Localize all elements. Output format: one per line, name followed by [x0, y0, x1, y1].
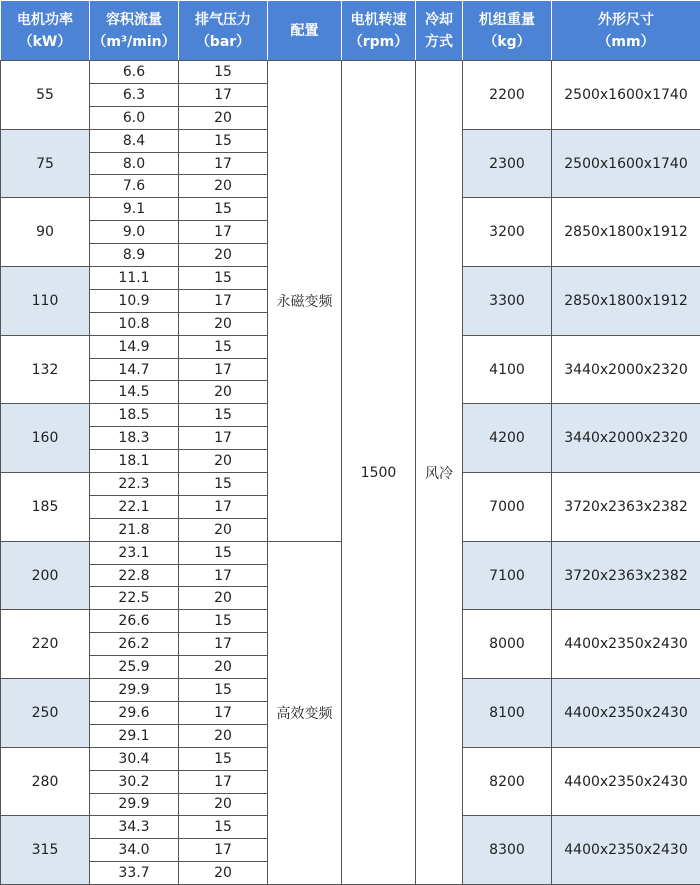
header-row [1, 1, 700, 61]
weight-cell: 7100 [463, 541, 552, 610]
dims-cell: 4400x2350x2430 [552, 747, 700, 816]
flow-cell: 11.1 [90, 267, 179, 290]
flow-cell: 34.0 [90, 839, 179, 862]
weight-cell: 2200 [463, 61, 552, 130]
power-cell: 185 [1, 473, 90, 542]
weight-cell: 3200 [463, 198, 552, 267]
pressure-cell: 20 [179, 106, 268, 129]
pressure-cell: 15 [179, 816, 268, 839]
weight-cell: 2300 [463, 129, 552, 198]
pressure-cell: 17 [179, 358, 268, 381]
flow-cell: 21.8 [90, 518, 179, 541]
flow-cell: 30.4 [90, 747, 179, 770]
power-cell: 280 [1, 747, 90, 816]
flow-cell: 10.8 [90, 312, 179, 335]
weight-cell: 8200 [463, 747, 552, 816]
flow-cell: 29.9 [90, 793, 179, 816]
dims-cell: 4400x2350x2430 [552, 679, 700, 748]
pressure-cell: 15 [179, 404, 268, 427]
motor-speed-cell: 1500 [342, 61, 416, 885]
pressure-cell: 20 [179, 518, 268, 541]
pressure-cell: 15 [179, 473, 268, 496]
pressure-cell: 17 [179, 495, 268, 518]
power-cell: 75 [1, 129, 90, 198]
header-weight: 机组重量 （kg） [463, 1, 552, 61]
pressure-cell: 20 [179, 724, 268, 747]
flow-cell: 30.2 [90, 770, 179, 793]
pressure-cell: 17 [179, 770, 268, 793]
pressure-cell: 17 [179, 701, 268, 724]
pressure-cell: 20 [179, 862, 268, 885]
flow-cell: 22.8 [90, 564, 179, 587]
power-cell: 160 [1, 404, 90, 473]
pressure-cell: 17 [179, 83, 268, 106]
weight-cell: 4200 [463, 404, 552, 473]
config-cell: 永磁变频 [268, 61, 342, 542]
pressure-cell: 20 [179, 793, 268, 816]
pressure-cell: 20 [179, 450, 268, 473]
flow-cell: 29.1 [90, 724, 179, 747]
pressure-cell: 15 [179, 198, 268, 221]
pressure-cell: 17 [179, 427, 268, 450]
flow-cell: 34.3 [90, 816, 179, 839]
table-body [1, 61, 700, 885]
power-cell: 200 [1, 541, 90, 610]
flow-cell: 33.7 [90, 862, 179, 885]
flow-cell: 22.5 [90, 587, 179, 610]
header-config: 配置 [268, 1, 342, 61]
power-cell: 90 [1, 198, 90, 267]
dims-cell: 3440x2000x2320 [552, 404, 700, 473]
header-dims: 外形尺寸 （mm） [552, 1, 700, 61]
weight-cell: 8000 [463, 610, 552, 679]
weight-cell: 3300 [463, 267, 552, 336]
flow-cell: 18.3 [90, 427, 179, 450]
weight-cell: 7000 [463, 473, 552, 542]
dims-cell: 4400x2350x2430 [552, 610, 700, 679]
pressure-cell: 17 [179, 289, 268, 312]
pressure-cell: 20 [179, 381, 268, 404]
power-cell: 315 [1, 816, 90, 885]
flow-cell: 8.0 [90, 152, 179, 175]
flow-cell: 22.3 [90, 473, 179, 496]
flow-cell: 6.0 [90, 106, 179, 129]
flow-cell: 7.6 [90, 175, 179, 198]
dims-cell: 2850x1800x1912 [552, 267, 700, 336]
pressure-cell: 15 [179, 679, 268, 702]
table-row [1, 61, 700, 84]
header-pressure: 排气压力 （bar） [179, 1, 268, 61]
header-power: 电机功率 （kW） [1, 1, 90, 61]
weight-cell: 8100 [463, 679, 552, 748]
dims-cell: 3440x2000x2320 [552, 335, 700, 404]
flow-cell: 23.1 [90, 541, 179, 564]
header-flow: 容积流量 （m³/min） [90, 1, 179, 61]
pressure-cell: 17 [179, 152, 268, 175]
flow-cell: 8.9 [90, 244, 179, 267]
flow-cell: 26.6 [90, 610, 179, 633]
pressure-cell: 15 [179, 747, 268, 770]
power-cell: 220 [1, 610, 90, 679]
pressure-cell: 17 [179, 839, 268, 862]
pressure-cell: 20 [179, 656, 268, 679]
flow-cell: 14.7 [90, 358, 179, 381]
flow-cell: 8.4 [90, 129, 179, 152]
flow-cell: 6.3 [90, 83, 179, 106]
flow-cell: 29.6 [90, 701, 179, 724]
flow-cell: 9.0 [90, 221, 179, 244]
flow-cell: 18.5 [90, 404, 179, 427]
pressure-cell: 15 [179, 267, 268, 290]
pressure-cell: 17 [179, 564, 268, 587]
header-cooling: 冷却 方式 [416, 1, 463, 61]
pressure-cell: 17 [179, 633, 268, 656]
pressure-cell: 15 [179, 610, 268, 633]
weight-cell: 4100 [463, 335, 552, 404]
dims-cell: 2500x1600x1740 [552, 61, 700, 130]
pressure-cell: 15 [179, 541, 268, 564]
power-cell: 132 [1, 335, 90, 404]
pressure-cell: 20 [179, 312, 268, 335]
pressure-cell: 15 [179, 335, 268, 358]
power-cell: 55 [1, 61, 90, 130]
pressure-cell: 20 [179, 244, 268, 267]
flow-cell: 25.9 [90, 656, 179, 679]
pressure-cell: 17 [179, 221, 268, 244]
flow-cell: 29.9 [90, 679, 179, 702]
dims-cell: 3720x2363x2382 [552, 541, 700, 610]
pressure-cell: 15 [179, 129, 268, 152]
dims-cell: 3720x2363x2382 [552, 473, 700, 542]
flow-cell: 22.1 [90, 495, 179, 518]
dims-cell: 4400x2350x2430 [552, 816, 700, 885]
pressure-cell: 20 [179, 175, 268, 198]
flow-cell: 26.2 [90, 633, 179, 656]
flow-cell: 14.5 [90, 381, 179, 404]
pressure-cell: 20 [179, 587, 268, 610]
cooling-cell: 风冷 [416, 61, 463, 885]
flow-cell: 14.9 [90, 335, 179, 358]
pressure-cell: 15 [179, 61, 268, 84]
flow-cell: 18.1 [90, 450, 179, 473]
flow-cell: 6.6 [90, 61, 179, 84]
power-cell: 110 [1, 267, 90, 336]
header-speed: 电机转速 （rpm） [342, 1, 416, 61]
flow-cell: 10.9 [90, 289, 179, 312]
dims-cell: 2500x1600x1740 [552, 129, 700, 198]
dims-cell: 2850x1800x1912 [552, 198, 700, 267]
weight-cell: 8300 [463, 816, 552, 885]
config-cell: 高效变频 [268, 541, 342, 884]
flow-cell: 9.1 [90, 198, 179, 221]
power-cell: 250 [1, 679, 90, 748]
